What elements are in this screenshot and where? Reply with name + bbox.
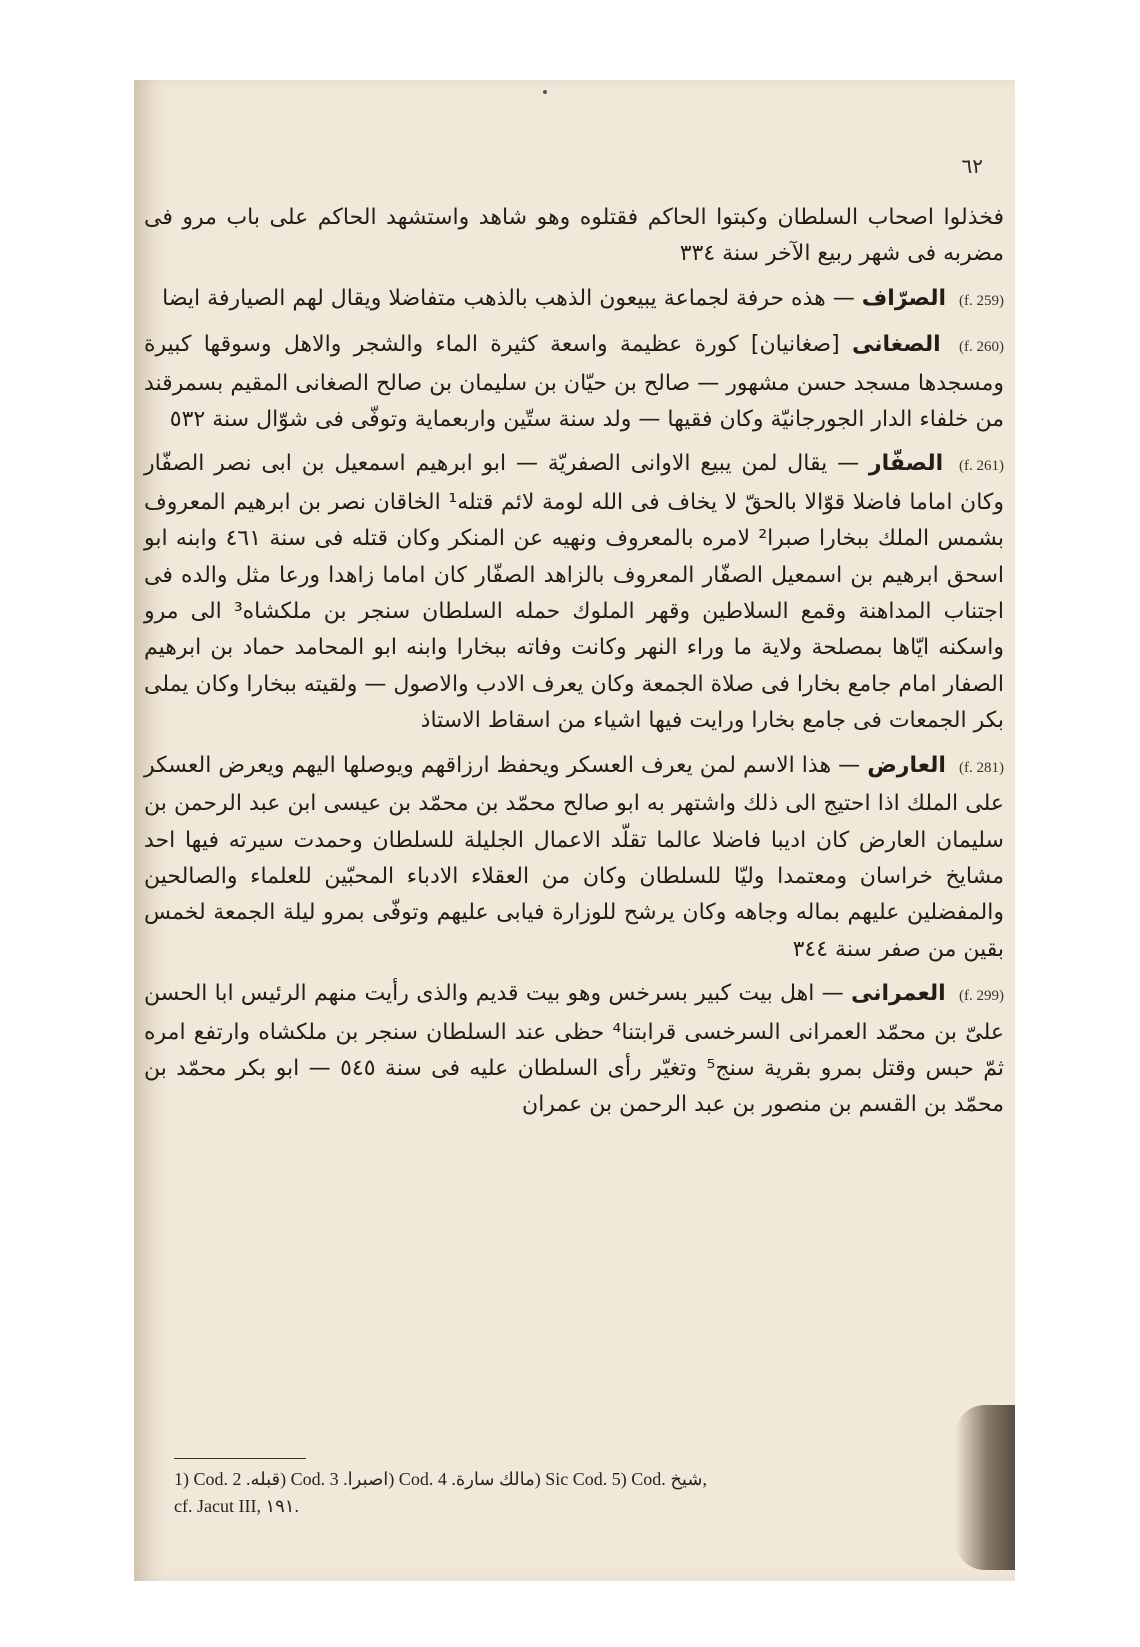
entry-text: [صغانيان] كورة عظيمة واسعة كثيرة الماء والشجر والاهل وسوقها كبيرة ومسجدها مسجد حسن مشهور — صالح بن حيّان بن سليمان بن صالح الصغانى المقيم بسمرقند من خلفاء الدار الجورجانيّة وكان فقيها — ولد سنة ستّين واربعماية وتوفّى فى شوّال سنة ٥٣٢ xyxy=(144,332,1004,433)
entry-saffar xyxy=(144,446,1004,739)
book-page xyxy=(134,80,1015,1581)
body-text xyxy=(144,200,1004,1132)
entry-text: — اهل بيت كبير بسرخس وهو بيت قديم والذى رأيت منهم الرئيس ابا الحسن علىّ بن محمّد العمرانى السرخسى قرابتنا⁴ حظى عند السلطان سنجر بن ملكشاه وارتفع امره ثمّ حبس وقتل بمرو بقرية سنج⁵ وتغيّر رأى السلطان عليه فى سنة ٥٤٥ — ابو بكر محمّد بن محمّد بن القسم بن منصور بن عبد الرحمن بن عمران xyxy=(144,981,1004,1118)
paragraph-text: فخذلوا اصحاب السلطان وكبتوا الحاكم فقتلوه وهو شاهد واستشهد الحاكم على باب مرو فى مضربه فى شهر ربيع الآخر سنة ٣٣٤ xyxy=(144,205,1004,267)
entry-text: — هذا الاسم لمن يعرف العسكر ويحفظ ارزاقهم ويوصلها اليهم ويعرض العسكر على الملك اذا احتيج الى ذلك واشتهر به ابو صالح محمّد بن محمّد بن عيسى ابن عبد الرحمن بن سليمان العارض كان اديبا فاضلا عالما تقلّد الاعمال الجليلة للسلطان وحمدت سيرته فيها احد مشايخ خراسان ومعتمدا وليّا للسلطان وكان من العقلاء الادباء المحبّين للعلماء والصالحين والمفضلين عليهم بماله وجاهه وكان يرشح للوزارة فيابى عليهم وتوفّى بمرو ليلة الجمعة لخمس بقين من صفر سنة ٣٤٤ xyxy=(144,752,1004,962)
footnote-line-2: cf. Jacut III, ١٩١. xyxy=(174,1496,299,1516)
folio-reference: (f. 261) xyxy=(958,458,1004,475)
entry-heading: الصفّار xyxy=(868,451,944,477)
folio-reference: (f. 299) xyxy=(959,988,1004,1005)
scanner-thumb-shadow xyxy=(955,1405,1015,1570)
entry-arid xyxy=(144,748,1004,968)
folio-reference: (f. 281) xyxy=(959,759,1004,776)
page-number: ٦٢ xyxy=(961,154,983,178)
entry-text: — هذه حرفة لجماعة يبيعون الذهب بالذهب متفاضلا ويقال لهم الصيارفة ايضا xyxy=(162,285,855,311)
entry-sarraf xyxy=(144,281,1004,319)
entry-heading: العارض xyxy=(867,752,946,778)
entry-imrani xyxy=(144,976,1004,1124)
footnote-divider xyxy=(174,1458,306,1459)
entry-saghani xyxy=(144,327,1004,438)
folio-reference: (f. 260) xyxy=(959,339,1005,356)
entry-heading: الصغانى xyxy=(852,332,941,358)
entry-text: — يقال لمن يبيع الاوانى الصفريّة — ابو ابرهيم اسمعيل بن ابى نصر الصفّار وكان اماما فاضلا قوّالا بالحقّ لا يخاف فى الله لومة لائم قتله¹ الخاقان نصر بن ابرهيم المعروف بشمس الملك ببخارا صبرا² لامره بالمعروف ونهيه عن المنكر وكان قتله فى سنة ٤٦١ وابنه ابو اسحق ابرهيم بن اسمعيل الصفّار المعروف بالزاهد الصفّار كان اماما زاهدا ورعا مثل والده فى اجتناب المداهنة وقمع السلاطين وقهر الملوك حمله السلطان سنجر بن ملكشاه³ الى مرو واسكنه ايّاها بمصلحة ولاية ما وراء النهر وكانت وفاته ببخارا وابنه ابو المحامد حماد بن ابرهيم الصفار امام جامع بخارا فى صلاة الجمعة وكان يعرف الادب والاصول — ولقيته ببخارا وكان يملى بكر الجمعات فى جامع بخارا ورايت فيها اشياء من اسقاط الاستاذ xyxy=(144,451,1005,734)
paragraph-1 xyxy=(144,200,1004,273)
page-dot xyxy=(543,90,547,94)
folio-reference: (f. 259) xyxy=(959,292,1004,309)
entry-heading: العمرانى xyxy=(850,981,946,1007)
entry-heading: الصرّاف xyxy=(861,285,946,311)
footnotes xyxy=(174,1466,974,1520)
footnote-line-1: 1) Cod. قبله. 2) Cod. اصبرا. 3) Cod. مالك سارة. 4) Sic Cod. 5) Cod. شيخ, xyxy=(174,1469,707,1489)
